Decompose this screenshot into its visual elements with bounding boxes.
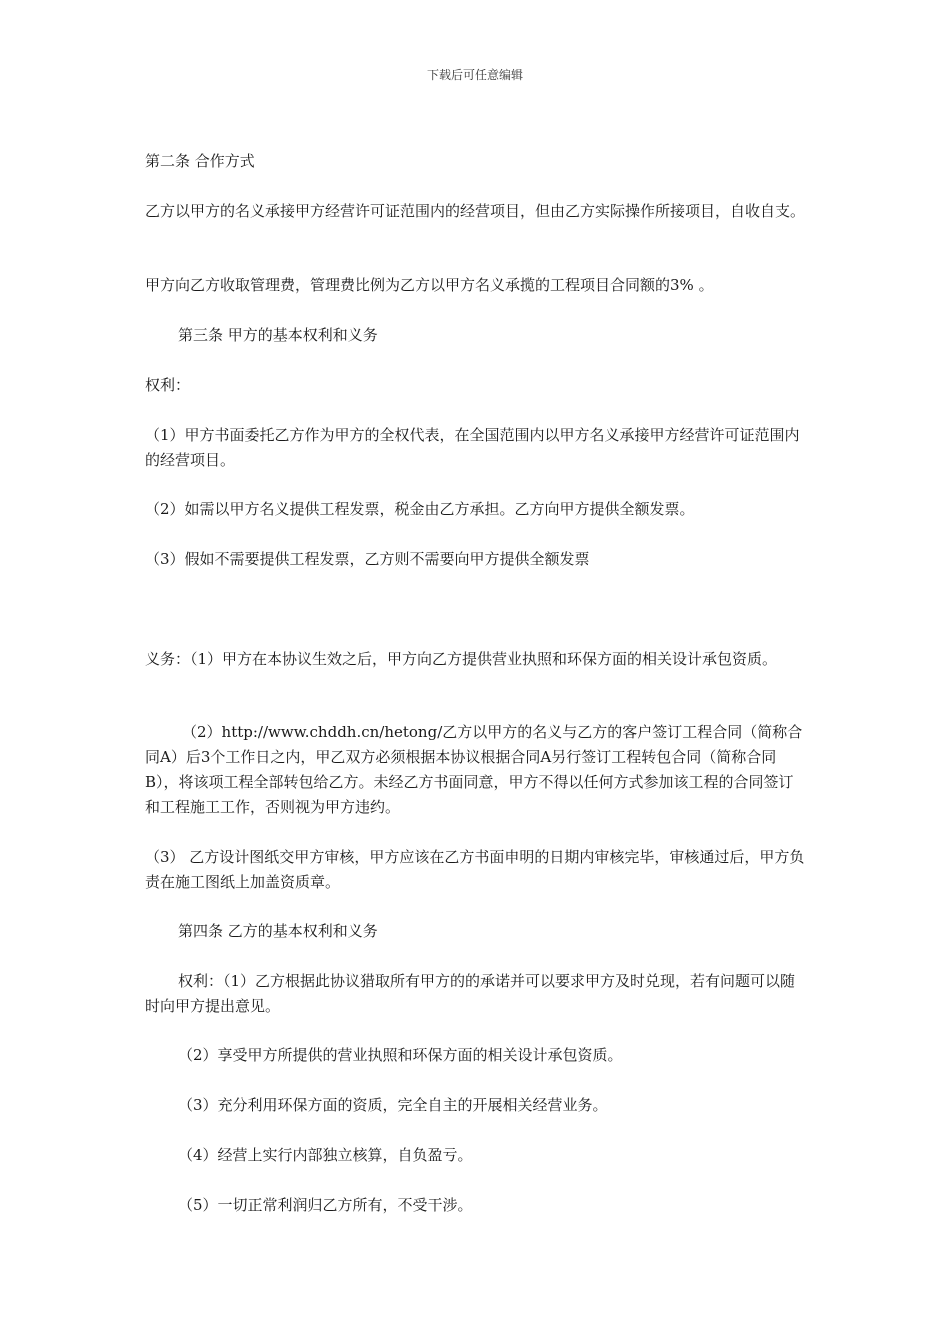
article-4-title: 第四条 乙方的基本权利和义务 [178, 922, 378, 940]
party-a-right-1: （1）甲方书面委托乙方作为甲方的全权代表，在全国范围内以甲方名义承接甲方经营许可证范围内的经营项目。 [145, 426, 800, 469]
page-header: 下载后可任意编辑 [426, 68, 523, 82]
paragraph-cooperation-mode: 乙方以甲方的名义承接甲方经营许可证范围内的经营项目，但由乙方实际操作所接项目，自收自支。 [145, 202, 806, 220]
party-a-obligation-2: （2）http://www.chddh.cn/hetong/乙方以甲方的名义与乙方的客户签订工程合同（简称合同A）后3个工作日之内，甲乙双方必须根据本协议根据合同A另行签订工程转包合同（简称合同B），将该项工程全部转包给乙方。未经乙方书面同意，甲方不得以任何方式参加该工程的合同签订和工程施工工作，否则视为甲方违约。 [145, 723, 803, 816]
article-3-title: 第三条 甲方的基本权利和义务 [178, 326, 378, 344]
party-b-right-1: 权利：（1）乙方根据此协议猎取所有甲方的的承诺并可以要求甲方及时兑现，若有问题可以随时向甲方提出意见。 [145, 972, 796, 1015]
article-2-title: 第二条 合作方式 [145, 152, 255, 170]
party-b-right-4: （4）经营上实行内部独立核算，自负盈亏。 [178, 1146, 473, 1164]
rights-label-party-a: 权利： [145, 376, 191, 394]
party-a-right-2: （2）如需以甲方名义提供工程发票，税金由乙方承担。乙方向甲方提供全额发票。 [145, 500, 695, 518]
paragraph-management-fee: 甲方向乙方收取管理费，管理费比例为乙方以甲方名义承揽的工程项目合同额的3% 。 [145, 276, 714, 294]
party-b-right-3: （3）充分利用环保方面的资质，完全自主的开展相关经营业务。 [178, 1096, 608, 1114]
party-b-right-2: （2）享受甲方所提供的营业执照和环保方面的相关设计承包资质。 [178, 1046, 623, 1064]
party-a-obligation-1: 义务：（1）甲方在本协议生效之后，甲方向乙方提供营业执照和环保方面的相关设计承包资质。 [145, 650, 778, 668]
party-a-right-3: （3）假如不需要提供工程发票，乙方则不需要向甲方提供全额发票 [145, 550, 590, 568]
party-b-right-5: （5）一切正常利润归乙方所有，不受干涉。 [178, 1196, 473, 1214]
party-a-obligation-3: （3） 乙方设计图纸交甲方审核，甲方应该在乙方书面申明的日期内审核完毕，审核通过后，甲方负责在施工图纸上加盖资质章。 [145, 848, 805, 891]
